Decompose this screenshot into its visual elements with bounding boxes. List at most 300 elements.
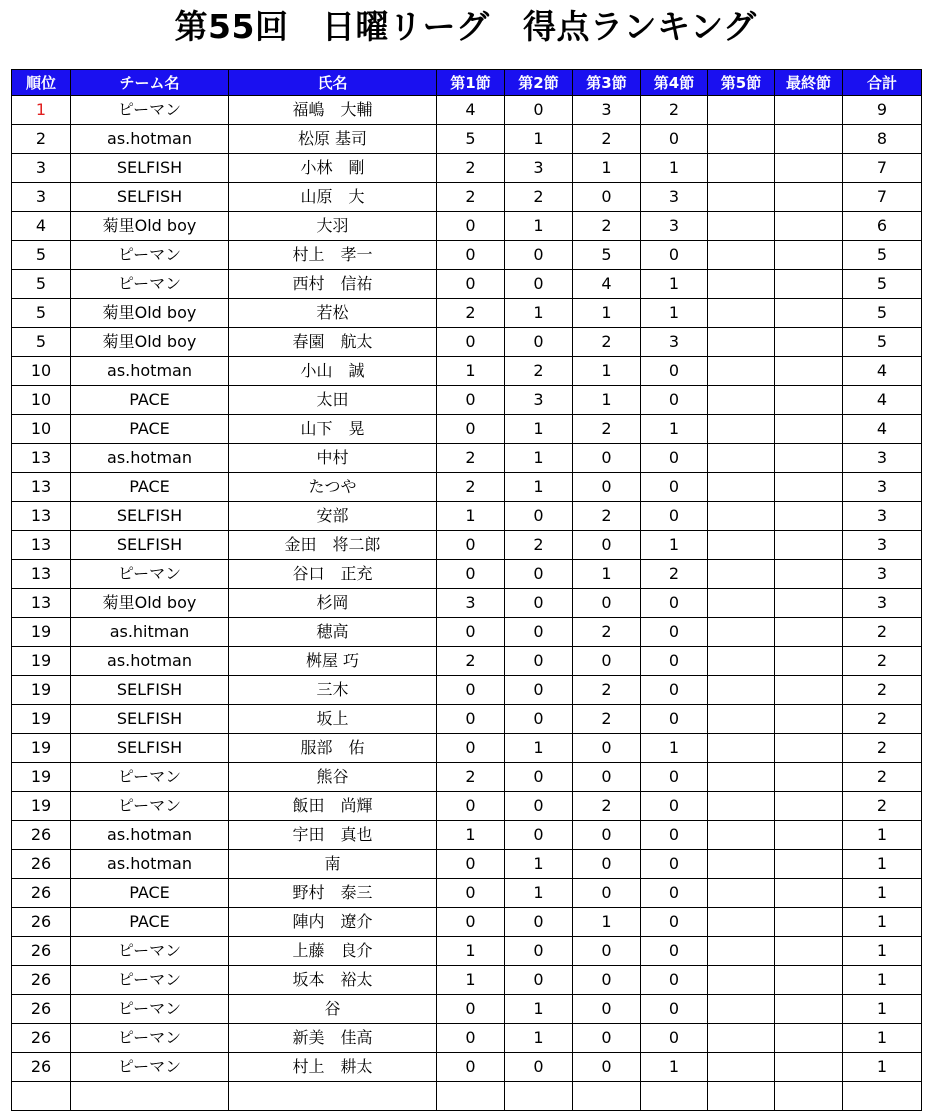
section-5-cell	[708, 618, 775, 647]
player-name-cell: 新美 佳高	[229, 1024, 437, 1053]
section-3-cell: 2	[573, 212, 641, 241]
section-1-cell: 1	[437, 937, 505, 966]
team-cell: 菊里Old boy	[71, 299, 229, 328]
section-4-cell: 1	[641, 154, 708, 183]
section-2-cell: 1	[505, 995, 573, 1024]
section-3-cell: 0	[573, 444, 641, 473]
section-5-cell	[708, 995, 775, 1024]
section-5-cell	[708, 1024, 775, 1053]
final-section-cell	[775, 270, 843, 299]
section-1-cell: 3	[437, 589, 505, 618]
total-cell: 2	[843, 763, 922, 792]
section-3-cell: 1	[573, 908, 641, 937]
player-name-cell: 谷	[229, 995, 437, 1024]
section-4-cell: 1	[641, 734, 708, 763]
table-row	[12, 763, 922, 792]
rank-cell: 10	[12, 357, 71, 386]
section-4-cell: 0	[641, 618, 708, 647]
section-5-cell	[708, 154, 775, 183]
section-3-cell: 0	[573, 937, 641, 966]
total-cell: 4	[843, 415, 922, 444]
total-cell: 1	[843, 879, 922, 908]
player-name-cell: 太田	[229, 386, 437, 415]
final-section-cell	[775, 473, 843, 502]
section-1-cell: 0	[437, 995, 505, 1024]
section-3-cell: 2	[573, 676, 641, 705]
table-row	[12, 937, 922, 966]
section-1-cell: 2	[437, 647, 505, 676]
table-row	[12, 154, 922, 183]
rank-cell: 13	[12, 444, 71, 473]
team-cell: SELFISH	[71, 183, 229, 212]
section-4-cell: 1	[641, 415, 708, 444]
section-5-cell	[708, 560, 775, 589]
rank-cell: 26	[12, 1024, 71, 1053]
section-5-cell	[708, 705, 775, 734]
player-name-cell: 上藤 良介	[229, 937, 437, 966]
player-name-cell: 安部	[229, 502, 437, 531]
total-cell: 2	[843, 705, 922, 734]
rank-cell: 19	[12, 647, 71, 676]
player-name-cell: 飯田 尚輝	[229, 792, 437, 821]
section-1-cell: 0	[437, 879, 505, 908]
team-cell: SELFISH	[71, 676, 229, 705]
section-1-cell: 0	[437, 792, 505, 821]
section-1-cell: 0	[437, 270, 505, 299]
total-cell: 5	[843, 241, 922, 270]
total-cell: 1	[843, 937, 922, 966]
section-2-cell: 2	[505, 531, 573, 560]
table-row	[12, 734, 922, 763]
section-5-cell	[708, 879, 775, 908]
rank-cell: 13	[12, 531, 71, 560]
final-section-cell	[775, 763, 843, 792]
total-cell: 2	[843, 647, 922, 676]
total-cell: 4	[843, 386, 922, 415]
section-2-cell: 0	[505, 589, 573, 618]
section-3-cell: 2	[573, 502, 641, 531]
section-5-cell	[708, 241, 775, 270]
section-3-cell: 0	[573, 531, 641, 560]
team-cell: ピーマン	[71, 763, 229, 792]
rank-cell: 5	[12, 299, 71, 328]
rank-cell: 26	[12, 908, 71, 937]
table-row	[12, 618, 922, 647]
team-cell: 菊里Old boy	[71, 589, 229, 618]
section-5-cell	[708, 415, 775, 444]
section-5-cell	[708, 1053, 775, 1082]
section-2-cell: 1	[505, 299, 573, 328]
team-cell: as.hotman	[71, 821, 229, 850]
total-cell: 7	[843, 183, 922, 212]
section-4-cell: 0	[641, 444, 708, 473]
section-1-cell: 0	[437, 212, 505, 241]
rank-cell: 26	[12, 995, 71, 1024]
section-2-cell: 0	[505, 96, 573, 125]
section-1-cell: 0	[437, 560, 505, 589]
section-3-cell: 0	[573, 879, 641, 908]
table-row	[12, 183, 922, 212]
header-section-5: 第5節	[708, 70, 775, 96]
section-2-cell: 1	[505, 1024, 573, 1053]
table-row	[12, 415, 922, 444]
section-5-cell	[708, 821, 775, 850]
player-name-cell	[229, 1082, 437, 1111]
rank-cell: 10	[12, 386, 71, 415]
section-4-cell: 0	[641, 357, 708, 386]
player-name-cell: 春園 航太	[229, 328, 437, 357]
section-1-cell: 1	[437, 821, 505, 850]
player-name-cell: 杉岡	[229, 589, 437, 618]
section-1-cell: 5	[437, 125, 505, 154]
rank-cell: 19	[12, 734, 71, 763]
rank-cell: 19	[12, 792, 71, 821]
section-3-cell: 1	[573, 299, 641, 328]
section-3-cell: 2	[573, 328, 641, 357]
section-4-cell: 2	[641, 560, 708, 589]
player-name-cell: 坂本 裕太	[229, 966, 437, 995]
final-section-cell	[775, 1024, 843, 1053]
team-cell: PACE	[71, 386, 229, 415]
rank-cell: 13	[12, 502, 71, 531]
rank-cell: 26	[12, 879, 71, 908]
table-row	[12, 357, 922, 386]
table-row	[12, 850, 922, 879]
rank-cell: 13	[12, 473, 71, 502]
section-1-cell: 2	[437, 763, 505, 792]
team-cell: ピーマン	[71, 560, 229, 589]
team-cell: as.hotman	[71, 647, 229, 676]
section-1-cell: 1	[437, 966, 505, 995]
header-final-section: 最終節	[775, 70, 843, 96]
player-name-cell: 山下 晃	[229, 415, 437, 444]
team-cell: SELFISH	[71, 705, 229, 734]
rank-cell: 26	[12, 850, 71, 879]
section-3-cell: 0	[573, 183, 641, 212]
header-name: 氏名	[229, 70, 437, 96]
final-section-cell	[775, 850, 843, 879]
section-5-cell	[708, 589, 775, 618]
rank-cell: 26	[12, 966, 71, 995]
team-cell: ピーマン	[71, 792, 229, 821]
section-3-cell: 2	[573, 125, 641, 154]
team-cell: PACE	[71, 879, 229, 908]
section-5-cell	[708, 299, 775, 328]
total-cell: 2	[843, 734, 922, 763]
player-name-cell: 小林 剛	[229, 154, 437, 183]
section-3-cell: 0	[573, 589, 641, 618]
section-3-cell: 2	[573, 792, 641, 821]
table-row	[12, 473, 922, 502]
rank-cell: 5	[12, 270, 71, 299]
team-cell: SELFISH	[71, 734, 229, 763]
section-4-cell: 0	[641, 792, 708, 821]
total-cell: 5	[843, 328, 922, 357]
player-name-cell: 熊谷	[229, 763, 437, 792]
section-3-cell: 1	[573, 560, 641, 589]
section-1-cell: 0	[437, 734, 505, 763]
rank-cell: 19	[12, 618, 71, 647]
team-cell: 菊里Old boy	[71, 328, 229, 357]
final-section-cell	[775, 937, 843, 966]
team-cell: ピーマン	[71, 1053, 229, 1082]
total-cell: 3	[843, 473, 922, 502]
table-row	[12, 502, 922, 531]
section-1-cell: 0	[437, 386, 505, 415]
table-row	[12, 589, 922, 618]
section-5-cell	[708, 125, 775, 154]
section-2-cell: 0	[505, 763, 573, 792]
table-row	[12, 995, 922, 1024]
table-row	[12, 531, 922, 560]
section-5-cell	[708, 908, 775, 937]
total-cell: 1	[843, 966, 922, 995]
table-row	[12, 386, 922, 415]
section-2-cell: 0	[505, 328, 573, 357]
table-row	[12, 821, 922, 850]
table-row	[12, 966, 922, 995]
section-2-cell: 0	[505, 1053, 573, 1082]
player-name-cell: 坂上	[229, 705, 437, 734]
section-5-cell	[708, 763, 775, 792]
player-name-cell: 宇田 真也	[229, 821, 437, 850]
final-section-cell	[775, 589, 843, 618]
team-cell: SELFISH	[71, 502, 229, 531]
final-section-cell	[775, 705, 843, 734]
total-cell: 7	[843, 154, 922, 183]
table-row	[12, 792, 922, 821]
header-section-2: 第2節	[505, 70, 573, 96]
section-3-cell: 2	[573, 618, 641, 647]
section-4-cell: 0	[641, 241, 708, 270]
section-4-cell: 0	[641, 386, 708, 415]
final-section-cell	[775, 995, 843, 1024]
section-4-cell: 0	[641, 1024, 708, 1053]
section-5-cell	[708, 966, 775, 995]
player-name-cell: 中村	[229, 444, 437, 473]
player-name-cell: たつや	[229, 473, 437, 502]
section-4-cell: 0	[641, 850, 708, 879]
section-1-cell: 2	[437, 183, 505, 212]
section-3-cell: 0	[573, 850, 641, 879]
team-cell	[71, 1082, 229, 1111]
section-3-cell: 1	[573, 357, 641, 386]
total-cell: 3	[843, 589, 922, 618]
section-2-cell: 2	[505, 183, 573, 212]
section-3-cell: 5	[573, 241, 641, 270]
final-section-cell	[775, 647, 843, 676]
section-3-cell	[573, 1082, 641, 1111]
table-row	[12, 1082, 922, 1111]
total-cell: 9	[843, 96, 922, 125]
final-section-cell	[775, 560, 843, 589]
rank-cell: 4	[12, 212, 71, 241]
section-5-cell	[708, 328, 775, 357]
section-1-cell: 0	[437, 531, 505, 560]
team-cell: as.hotman	[71, 850, 229, 879]
section-2-cell: 1	[505, 473, 573, 502]
total-cell: 1	[843, 821, 922, 850]
total-cell: 5	[843, 299, 922, 328]
section-2-cell: 3	[505, 386, 573, 415]
table-row	[12, 647, 922, 676]
team-cell: ピーマン	[71, 96, 229, 125]
section-4-cell: 0	[641, 125, 708, 154]
final-section-cell	[775, 821, 843, 850]
section-4-cell: 3	[641, 328, 708, 357]
table-row	[12, 96, 922, 125]
rank-cell: 3	[12, 183, 71, 212]
section-4-cell: 1	[641, 299, 708, 328]
final-section-cell	[775, 96, 843, 125]
header-team: チーム名	[71, 70, 229, 96]
total-cell: 3	[843, 531, 922, 560]
player-name-cell: 谷口 正充	[229, 560, 437, 589]
ranking-body	[12, 96, 922, 1111]
section-4-cell: 0	[641, 995, 708, 1024]
final-section-cell	[775, 357, 843, 386]
final-section-cell	[775, 966, 843, 995]
section-3-cell: 3	[573, 96, 641, 125]
table-row	[12, 560, 922, 589]
section-2-cell: 0	[505, 908, 573, 937]
section-5-cell	[708, 357, 775, 386]
section-2-cell: 1	[505, 734, 573, 763]
section-1-cell: 2	[437, 444, 505, 473]
section-2-cell: 2	[505, 357, 573, 386]
section-4-cell: 0	[641, 676, 708, 705]
section-1-cell: 0	[437, 1024, 505, 1053]
section-4-cell: 1	[641, 531, 708, 560]
player-name-cell: 松原 基司	[229, 125, 437, 154]
section-4-cell	[641, 1082, 708, 1111]
total-cell: 5	[843, 270, 922, 299]
section-2-cell: 0	[505, 966, 573, 995]
section-5-cell	[708, 937, 775, 966]
final-section-cell	[775, 241, 843, 270]
section-1-cell: 0	[437, 705, 505, 734]
section-4-cell: 0	[641, 473, 708, 502]
section-3-cell: 0	[573, 763, 641, 792]
rank-cell: 26	[12, 821, 71, 850]
player-name-cell: 西村 信祐	[229, 270, 437, 299]
player-name-cell: 金田 将二郎	[229, 531, 437, 560]
final-section-cell	[775, 183, 843, 212]
team-cell: ピーマン	[71, 937, 229, 966]
section-3-cell: 0	[573, 473, 641, 502]
player-name-cell: 野村 泰三	[229, 879, 437, 908]
section-2-cell: 0	[505, 241, 573, 270]
total-cell: 3	[843, 502, 922, 531]
player-name-cell: 桝屋 巧	[229, 647, 437, 676]
table-row	[12, 241, 922, 270]
player-name-cell: 大羽	[229, 212, 437, 241]
section-4-cell: 0	[641, 937, 708, 966]
section-3-cell: 1	[573, 386, 641, 415]
table-header-row	[12, 70, 922, 96]
player-name-cell: 福嶋 大輔	[229, 96, 437, 125]
player-name-cell: 村上 孝一	[229, 241, 437, 270]
section-3-cell: 0	[573, 1053, 641, 1082]
section-4-cell: 2	[641, 96, 708, 125]
section-2-cell: 0	[505, 502, 573, 531]
total-cell: 1	[843, 995, 922, 1024]
section-2-cell: 1	[505, 879, 573, 908]
team-cell: 菊里Old boy	[71, 212, 229, 241]
section-3-cell: 0	[573, 1024, 641, 1053]
final-section-cell	[775, 386, 843, 415]
section-2-cell: 0	[505, 560, 573, 589]
header-section-4: 第4節	[641, 70, 708, 96]
rank-cell: 26	[12, 1053, 71, 1082]
final-section-cell	[775, 792, 843, 821]
section-4-cell: 0	[641, 589, 708, 618]
section-2-cell: 1	[505, 415, 573, 444]
section-2-cell: 1	[505, 125, 573, 154]
team-cell: PACE	[71, 415, 229, 444]
page-title: 第55回 日曜リーグ 得点ランキング	[174, 7, 757, 46]
section-1-cell: 0	[437, 850, 505, 879]
rank-cell	[12, 1082, 71, 1111]
section-5-cell	[708, 444, 775, 473]
section-2-cell: 1	[505, 444, 573, 473]
total-cell: 2	[843, 618, 922, 647]
final-section-cell	[775, 1082, 843, 1111]
table-row	[12, 270, 922, 299]
section-2-cell: 0	[505, 676, 573, 705]
rank-cell: 2	[12, 125, 71, 154]
table-row	[12, 212, 922, 241]
team-cell: ピーマン	[71, 966, 229, 995]
section-3-cell: 0	[573, 734, 641, 763]
player-name-cell: 穂高	[229, 618, 437, 647]
team-cell: SELFISH	[71, 531, 229, 560]
team-cell: as.hotman	[71, 125, 229, 154]
section-5-cell	[708, 502, 775, 531]
team-cell: as.hotman	[71, 357, 229, 386]
table-row	[12, 444, 922, 473]
section-5-cell	[708, 183, 775, 212]
team-cell: as.hotman	[71, 444, 229, 473]
section-2-cell: 0	[505, 792, 573, 821]
table-row	[12, 879, 922, 908]
rank-cell: 10	[12, 415, 71, 444]
section-1-cell: 0	[437, 1053, 505, 1082]
player-name-cell: 南	[229, 850, 437, 879]
section-3-cell: 2	[573, 415, 641, 444]
rank-cell: 13	[12, 589, 71, 618]
total-cell: 2	[843, 676, 922, 705]
section-1-cell: 4	[437, 96, 505, 125]
header-section-1: 第1節	[437, 70, 505, 96]
total-cell: 1	[843, 1024, 922, 1053]
total-cell: 2	[843, 792, 922, 821]
player-name-cell: 山原 大	[229, 183, 437, 212]
section-5-cell	[708, 676, 775, 705]
section-5-cell	[708, 647, 775, 676]
table-row	[12, 676, 922, 705]
final-section-cell	[775, 444, 843, 473]
rank-cell: 1	[12, 96, 71, 125]
section-2-cell: 0	[505, 270, 573, 299]
section-4-cell: 0	[641, 879, 708, 908]
rank-cell: 19	[12, 676, 71, 705]
final-section-cell	[775, 125, 843, 154]
section-1-cell: 0	[437, 676, 505, 705]
rank-cell: 19	[12, 763, 71, 792]
section-5-cell	[708, 734, 775, 763]
player-name-cell: 陣内 遼介	[229, 908, 437, 937]
